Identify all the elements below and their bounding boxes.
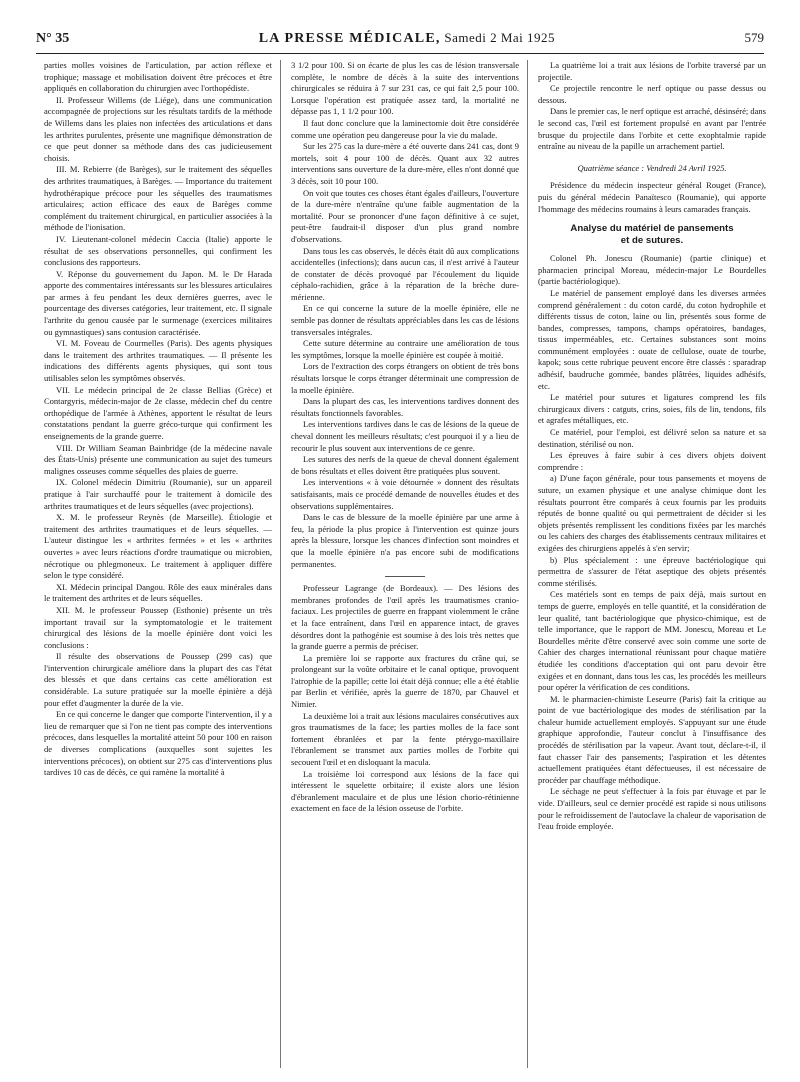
journal-title: LA PRESSE MÉDICALE, (258, 31, 441, 46)
paragraph: 3 1/2 pour 100. Si on écarte de plus les cas de lésion transversale complète, le nombre de décès à la suite des interventions chirurgicales se réduira à 7 sur 231 cas, ce qui fait 2,5 pour 100. Lorsque l'opération est pratiquée assez tard, la mortalité ne dépasse pas 1, 1 1/2 pour 100. (291, 60, 519, 117)
paragraph: En ce qui concerne la suture de la moelle épinière, elle ne semble pas donner de résultats appréciables dans les cas de lésions transversales intégrales. (291, 303, 519, 337)
paragraph: Le séchage ne peut s'effectuer à la fois par étuvage et par le vide. D'ailleurs, seul ce dernier procédé est rapide si nous utilisons pour le refroidissement de l'autoclave la chaleur de vaporisation de l'eau froide employée. (538, 786, 766, 832)
paragraph: On voit que toutes ces choses étant égales d'ailleurs, l'ouverture de la dure-mère n'entraîne qu'une faible augmentation de la mortalité. Pour se prononcer d'une façon définitive à ce sujet, peut-être faudrait-il disposer d'un plus grand nombre d'observations. (291, 187, 519, 244)
paragraph: VII. Le médecin principal de 2e classe Bellias (Grèce) et Contargyris, médecin-major de 2e classe, médecin chef du centre orthopédique de l'armée à Athènes, apportent le résultat de leurs constatations pendant la guerre gréco-turque qui confirment les enseignements de la grande guerre. (44, 384, 272, 441)
paragraph: Le matériel de pansement employé dans les diverses armées comprend généralement : du coton cardé, du coton hydrophile et différents tissus de coton, laine ou lin, présentés sous forme de bandes, compresses, tampons, champs opératoires, bandages, tissus imperméables, etc. Certaines substances sont moins communément employées : ouate de cellulose, ouate de tourbe, kapok; sous cette rubrique peuvent encore être classés : sparadrap adhésif, baudruche gommée, bandes plâtrées, liquides adhésifs, etc. (538, 287, 766, 391)
paragraph: Les épreuves à faire subir à ces divers objets doivent comprendre : (538, 450, 766, 472)
paragraph: VI. M. Foveau de Courmelles (Paris). Des agents physiques dans le traitement des arthrites traumatiques. — Il présente les indications des différents agents physiques, qui sont tous utilisables selon les symptômes observés. (44, 338, 272, 384)
paragraph: Les interventions « à voie détournée » donnent des résultats satisfaisants, mais ce procédé demande de nouvelles études et des observations supplémentaires. (291, 477, 519, 511)
paragraph: Ce projectile rencontre le nerf optique ou passe dessus ou dessous. (538, 83, 766, 105)
paragraph: XII. M. le professeur Poussep (Esthonie) présente un très important travail sur la symptomatologie et le traitement chirurgical des lésions de la moelle épinière dont voici les conclusions : (44, 604, 272, 650)
paragraph: VIII. Dr William Seaman Bainbridge (de la médecine navale des États-Unis) présente une communication au sujet des tumeurs malignes osseuses comme séquelles des plaies de guerre. (44, 442, 272, 476)
paragraph: XI. Médecin principal Dangou. Rôle des eaux minérales dans le traitement des arthrites et de leurs séquelles. (44, 581, 272, 604)
section-title-line-1: Analyse du matériel de pansements (570, 223, 734, 235)
page-number: 579 (744, 30, 764, 45)
paragraph: a) D'une façon générale, pour tous pansements et moyens de suture, un examen physique et une analyse chimique dont les résultats pourront être comparés à ceux fournis par les produits réputés de bonne qualité ou qui permettraient de décider si les objets présentés remplissent les conditions fixées par les marchés ou les cahiers des charges des établissements centraux militaires et exigées des chirurgiens appelés à s'en servir; (538, 473, 766, 553)
paragraph: La deuxième loi a trait aux lésions maculaires consécutives aux gros traumatismes de la face; les parties molles de la face sont fortement ébranlées et par la fente ptérygo-maxillaire l'ébranlement se transmet aux parties molles de l'orbite qui secouent l'œil et en disloquant la macula. (291, 710, 519, 768)
separator (385, 576, 425, 577)
paragraph: La première loi se rapporte aux fractures du crâne qui, se prolongeant sur la voûte orbitaire et le canal optique, provoquent l'atrophie de la papille; cette loi était déjà connue; elle a été établie par Berlin et vérifiée, après la guerre de 1870, par Chauvel et Nimier. (291, 652, 519, 710)
paragraph: La troisième loi correspond aux lésions de la face qui intéressent le squelette orbitaire; il existe alors une lésion d'ébranlement maculaire et de plus une lésion chorio-rétinienne exactement en face de la lésion osseuse de l'orbite. (291, 768, 519, 814)
paragraph: Il faut donc conclure que la laminectomie doit être considérée comme une opération peu dangereuse pour la vie du malade. (291, 117, 519, 140)
paragraph: Le matériel pour sutures et ligatures comprend les fils chirurgicaux divers : catguts, crins, soies, fils de lin, tendons, fils et agrafes métalliques, etc. (538, 392, 766, 426)
paragraph: Les sutures des nerfs de la queue de cheval donnent également de bons résultats et elles doivent être pratiquées plus souvent. (291, 454, 519, 476)
paragraph: En ce qui concerne le danger que comporte l'intervention, il y a lieu de remarquer que si l'on ne tient pas compte des interventions précoces, dans lesquelles la mortalité atteint 50 pour 100 en raison de diverses complications (auxquelles sont sujettes les interventions précoces), on obtient sur 275 cas d'interventions plus tardives 10 cas de décès, ce qui ramène la mortalité à (44, 709, 272, 778)
paragraph: M. le pharmacien-chimiste Leseurre (Paris) fait la critique au point de vue bactériologique des modes de stérilisation par la chaleur humide actuellement employés. S'appuyant sur une étude graphique approfondie, l'auteur conclut à l'insuffisance des procédés de stérilisation par la vapeur. Avant tout, déclare-t-il, il faut chasser l'air des pansements; l'aspiration et les détentes actuellement pratiquées étant défectueuses, il est nécessaire de procéder par chauffage méthodique. (538, 693, 766, 785)
paragraph: III. M. Rebierre (de Barèges), sur le traitement des séquelles des arthrites traumatiques, à Barèges. — Importance du traitement hydrothérapique précoce pour les séquelles des traumatismes articulaires; action efficace des eaux de Barèges comme complément du traitement chirurgical, en particulier associées à la méthode de l'ionisation. (44, 164, 272, 233)
paragraph: Il résulte des observations de Poussep (299 cas) que l'intervention chirurgicale améliore dans la plupart des cas l'état des blessés et que dans certains cas cette amélioration est considérable. La suture pratiquée sur la moelle épinière a déjà pour effet d'augmenter la durée de la vie. (44, 651, 272, 708)
column-3 (538, 60, 766, 1068)
paragraph: Dans le premier cas, le nerf optique est arraché, désinséré; dans le second cas, l'œil est fortement propulsé en avant par l'entrée brusque du projectile dans l'orbite et cette exophtalmie rapide entraîne au niveau de la papille un arrachement partiel. (538, 106, 766, 152)
paragraph: Dans le cas de blessure de la moelle épinière par une arme à feu, la période la plus propice à l'intervention est quinze jours après la blessure, lorsque les chances d'infection sont moindres et que la moelle épinière n'a pas encore subi de modifications permanentes. (291, 512, 519, 569)
session-date: Quatrième séance : Vendredi 24 Avril 1925. (577, 162, 727, 173)
section-title-line-2: et de sutures. (620, 235, 684, 247)
paragraph: parties molles voisines de l'articulation, par action réflexe et trophique; massage et mobilisation doivent être précoces et être appliqués en collaboration du chirurgien avec l'orthopédiste. (44, 60, 272, 94)
paragraph: II. Professeur Willems (de Liége), dans une communication accompagnée de projections sur les résultats tardifs de la méthode de Willems dans les plaies non infectées des articulations et dans les arthrites purulentes, présente une magnifique démonstration de ce que peut donner sa méthode dans des cas judicieusement choisis. (44, 94, 272, 163)
paragraph: IV. Lieutenant-colonel médecin Caccia (Italie) apporte le résultat de ses observations personnelles, qui confirment les conclusions des rapporteurs. (44, 233, 272, 268)
paragraph: La quatrième loi a trait aux lésions de l'orbite traversé par un projectile. (538, 60, 766, 82)
paragraph: Dans la plupart des cas, les interventions tardives donnent des résultats fonctionnels favorables. (291, 396, 519, 418)
paragraph: Ces matériels sont en temps de paix déjà, mais surtout en temps de guerre, employés en telle quantité, et la considération de leur qualité, tant bactériologique que physico-chimique, est de telle importance, que le rapport de MM. Jonescu, Moreau et Le Bourdelles mérite d'être conservé avec soin comme une sorte de Cahier des charges international réunissant pour chaque matière étudiée les conditions d'acceptation qui ont paru devoir être exigées et en donnant, dans tous les cas, les procédés les meilleurs pour opérer la vérification de ces conditions. (538, 589, 766, 693)
page-header (36, 30, 764, 50)
issue-number: N° 35 (36, 31, 70, 46)
paragraph: Colonel Ph. Jonescu (Roumanie) (partie clinique) et pharmacien principal Moreau, médecin-major Le Bourdelles (partie bactériologique). (538, 253, 766, 287)
paragraph: V. Réponse du gouvernement du Japon. M. le Dr Harada apporte des commentaires intéressants sur les blessures articulaires par armes à feu pendant les deux dernières guerres, avec le pourcentage des diverses catégories, leur traitement, etc. Il signale l'arthrite du genou causée par le surmenage (exercices militaires ou gymnastiques) sans contusion caractérisée. (44, 268, 272, 337)
paragraph: Ce matériel, pour l'emploi, est délivré selon sa nature et sa destination, stérilisé ou non. (538, 427, 766, 449)
paragraph: Professeur Lagrange (de Bordeaux). — Des lésions des membranes profondes de l'œil après les traumatismes cranio-faciaux. Les projectiles de guerre en frappant violemment le crâne et la face entraînent, dans l'œil en apparence intact, de graves désordres dont la pathogénie est soumise à des lois très nettes que la grande guerre a permis de préciser. (291, 583, 519, 652)
paragraph: IX. Colonel médecin Dimitriu (Roumanie), sur un appareil pratique à l'air surchauffé pour le traitement à domicile des arthrites traumatiques et de leurs séquelles (avec projections). (44, 477, 272, 511)
paragraph: Cette suture détermine au contraire une amélioration de tous les symptômes, lorsque la moelle épinière est coupée à moitié. (291, 338, 519, 360)
paragraph: Sur les 275 cas la dure-mère a été ouverte dans 241 cas, dont 9 mortels, soit 4 pour 100 de décès. Quant aux 32 autres interventions sans ouverture de la dure-mère, elles n'ont donné que 3 décès, soit 10 pour 100. (291, 141, 519, 186)
paragraph: b) Plus spécialement : une épreuve bactériologique qui permettra de s'assurer de l'état aseptique des objets présentés comme stérilisés. (538, 554, 766, 588)
column-2 (291, 60, 528, 1068)
paragraph: X. M. le professeur Reynès (de Marseille). Étiologie et traitement des arthrites traumatiques et de leurs séquelles. — L'auteur distingue les « arthrites fermées » et les « arthrites ouvertes » avec leurs réactions d'ordre traumatique ou microbien, nécrotique ou phlegmoneux. Le traitement à appliquer diffère selon le type considéré. (44, 512, 272, 581)
column-1 (44, 60, 281, 1068)
issue-date: Samedi 2 Mai 1925 (444, 30, 556, 45)
header-rule (36, 53, 764, 54)
paragraph: Les interventions tardives dans le cas de lésions de la queue de cheval donnent les meilleurs résultats; c'est pourquoi il y a lieu de recourir le plus souvent aux interventions de ce genre. (291, 419, 519, 453)
section-title (538, 223, 766, 247)
article-columns (44, 60, 766, 1068)
paragraph: Présidence du médecin inspecteur général Rouget (France), puis du général médecin Panaïtesco (Roumanie), qui apporte l'hommage des médecins roumains à leurs camarades français. (538, 180, 766, 214)
running-title (259, 30, 555, 47)
paragraph: Dans tous les cas observés, le décès était dû aux complications accidentelles (infections); dans aucun cas, il n'est arrivé à l'auteur de constater de décès provoqué par l'écoulement du liquide céphalo-rachidien, grâce à la réparation de la brèche dure-mérienne. (291, 245, 519, 302)
paragraph: Lors de l'extraction des corps étrangers on obtient de très bons résultats lorsque le corps étranger déterminait une compression de la moelle épinière. (291, 361, 519, 395)
